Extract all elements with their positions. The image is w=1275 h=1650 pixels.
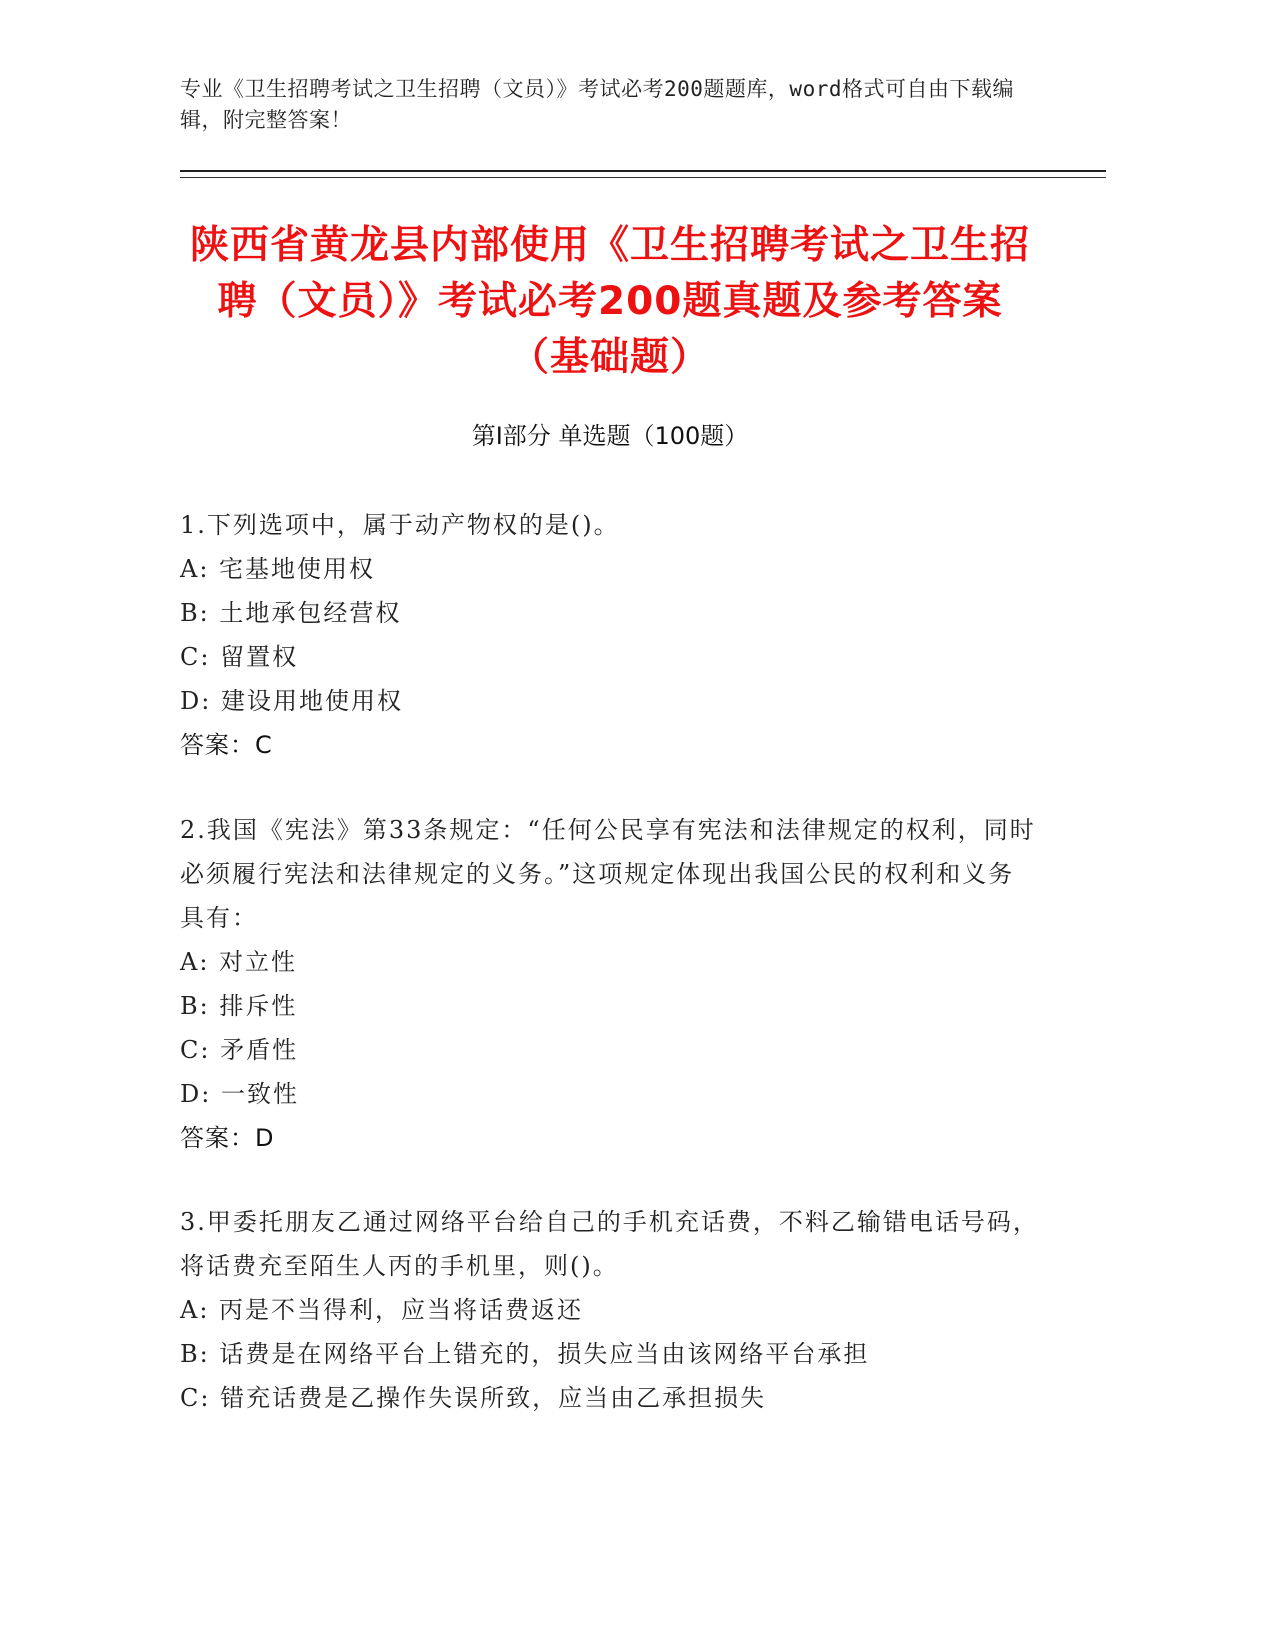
question-stem: 3.甲委托朋友乙通过网络平台给自己的手机充话费，不料乙输错电话号码，将话费充至陌生人丙的手机里，则()。 (180, 1208, 1039, 1280)
section-heading: 第Ⅰ部分 单选题（100题） (471, 422, 749, 450)
option-c: C: 错充话费是乙操作失误所致，应当由乙承担损失 (180, 1384, 767, 1412)
option-b: B: 土地承包经营权 (180, 599, 402, 627)
question-stem: 1.下列选项中，属于动产物权的是()。 (180, 511, 620, 539)
answer: 答案：C (180, 731, 273, 759)
option-c: C: 矛盾性 (180, 1036, 299, 1064)
option-b: B: 排斥性 (180, 992, 298, 1020)
option-a: A: 对立性 (180, 948, 298, 976)
answer: 答案：D (180, 1124, 275, 1152)
option-d: D: 建设用地使用权 (180, 687, 403, 715)
option-a: A: 宅基地使用权 (180, 555, 376, 583)
header-divider-thick (180, 170, 1106, 172)
header-note: 专业《卫生招聘考试之卫生招聘（文员）》考试必考200题题库，word格式可自由下载编辑，附完整答案！ (180, 77, 1014, 132)
question-1 (180, 503, 1040, 767)
header-divider-thin (180, 177, 1106, 178)
option-a: A: 丙是不当得利，应当将话费返还 (180, 1296, 584, 1324)
document-title: 陕西省黄龙县内部使用《卫生招聘考试之卫生招聘（文员）》考试必考200题真题及参考答案（基础题） (189, 223, 1030, 380)
option-d: D: 一致性 (180, 1080, 299, 1108)
question-stem: 2.我国《宪法》第33条规定：“任何公民享有宪法和法律规定的权利，同时必须履行宪法和法律规定的义务。”这项规定体现出我国公民的权利和义务具有： (180, 816, 1036, 932)
question-3 (180, 1200, 1040, 1420)
option-b: B: 话费是在网络平台上错充的，损失应当由该网络平台承担 (180, 1340, 870, 1368)
option-c: C: 留置权 (180, 643, 299, 671)
question-2 (180, 808, 1040, 1160)
